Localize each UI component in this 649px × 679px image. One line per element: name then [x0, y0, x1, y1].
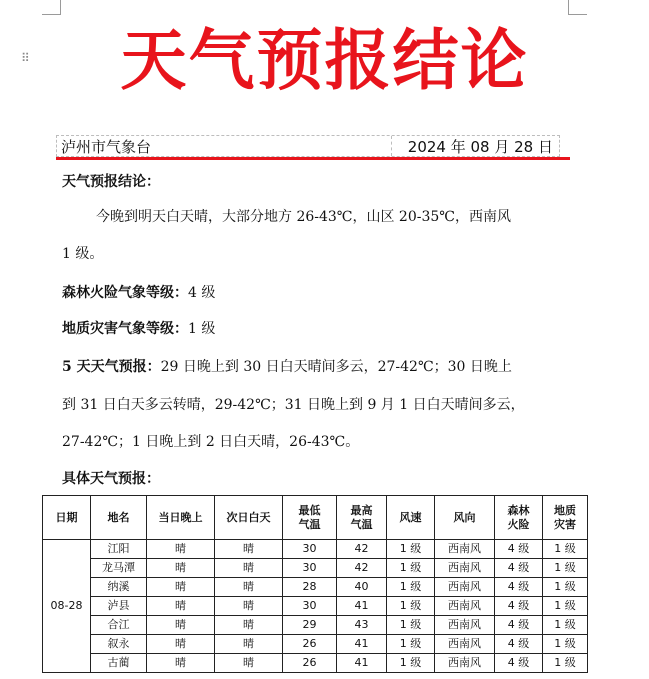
cell-wind-dir: 西南风 — [435, 616, 495, 635]
header-wind-speed: 风速 — [387, 496, 435, 540]
cell-place: 泸县 — [91, 597, 147, 616]
cell-place: 合江 — [91, 616, 147, 635]
cell-tomorrow: 晴 — [215, 635, 283, 654]
five-day-line-2: 到 31 日白天多云转晴，29-42℃；31 日晚上到 9 月 1 日白天晴间多云， — [62, 397, 525, 413]
cell-wind-dir: 西南风 — [435, 559, 495, 578]
geo-hazard-value: 1 级 — [188, 321, 216, 337]
cell-geo-hazard: 1 级 — [543, 597, 588, 616]
cell-min-temp: 30 — [283, 597, 337, 616]
cell-place: 古蔺 — [91, 654, 147, 673]
cell-geo-hazard: 1 级 — [543, 635, 588, 654]
cell-max-temp: 43 — [337, 616, 387, 635]
table-row — [43, 597, 588, 616]
red-rule — [56, 157, 570, 160]
cell-min-temp: 29 — [283, 616, 337, 635]
cell-tonight: 晴 — [147, 597, 215, 616]
cell-max-temp: 41 — [337, 597, 387, 616]
cell-place: 叙永 — [91, 635, 147, 654]
cell-wind-dir: 西南风 — [435, 597, 495, 616]
cell-forest-fire: 4 级 — [495, 616, 543, 635]
geo-hazard-label: 地质灾害气象等级： — [62, 321, 188, 337]
cell-tonight: 晴 — [147, 635, 215, 654]
cell-min-temp: 28 — [283, 578, 337, 597]
cell-tomorrow: 晴 — [215, 559, 283, 578]
table-row — [43, 578, 588, 597]
station-name: 泸州市气象台 — [61, 138, 152, 156]
header-forest-fire: 森林 火险 — [495, 496, 543, 540]
cell-geo-hazard: 1 级 — [543, 559, 588, 578]
cell-forest-fire: 4 级 — [495, 578, 543, 597]
drag-handle-icon[interactable]: ⠿ — [21, 51, 29, 65]
cell-tonight: 晴 — [147, 578, 215, 597]
table-row — [43, 654, 588, 673]
cell-max-temp: 41 — [337, 654, 387, 673]
table-row — [43, 559, 588, 578]
header-wind-dir: 风向 — [435, 496, 495, 540]
cell-geo-hazard: 1 级 — [543, 540, 588, 559]
page-corner-mark-left — [42, 0, 61, 15]
cell-wind-speed: 1 级 — [387, 578, 435, 597]
conclusion-heading: 天气预报结论： — [62, 174, 160, 190]
header-date: 日期 — [43, 496, 91, 540]
cell-wind-dir: 西南风 — [435, 635, 495, 654]
cell-geo-hazard: 1 级 — [543, 654, 588, 673]
issue-date: 2024 年 08 月 28 日 — [407, 138, 553, 156]
cell-place: 江阳 — [91, 540, 147, 559]
cell-tonight: 晴 — [147, 540, 215, 559]
header-tonight: 当日晚上 — [147, 496, 215, 540]
cell-min-temp: 30 — [283, 540, 337, 559]
header-tomorrow: 次日白天 — [215, 496, 283, 540]
geo-hazard-line — [62, 320, 215, 338]
detail-heading: 具体天气预报： — [62, 471, 160, 487]
header-max-temp: 最高 气温 — [337, 496, 387, 540]
five-day-label: 5 天天气预报： — [62, 359, 161, 375]
cell-forest-fire: 4 级 — [495, 597, 543, 616]
forecast-table — [42, 495, 588, 673]
document-title: 天气预报结论 — [120, 22, 529, 99]
page-corner-mark-right — [568, 0, 587, 15]
cell-tomorrow: 晴 — [215, 540, 283, 559]
cell-forest-fire: 4 级 — [495, 654, 543, 673]
conclusion-line-2: 1 级。 — [62, 246, 104, 262]
cell-wind-speed: 1 级 — [387, 616, 435, 635]
header-min-temp: 最低 气温 — [283, 496, 337, 540]
cell-wind-dir: 西南风 — [435, 654, 495, 673]
cell-tomorrow: 晴 — [215, 616, 283, 635]
cell-tonight: 晴 — [147, 654, 215, 673]
cell-forest-fire: 4 级 — [495, 540, 543, 559]
cell-date: 08-28 — [43, 540, 91, 673]
five-day-line-1 — [62, 358, 512, 376]
cell-tomorrow: 晴 — [215, 578, 283, 597]
cell-max-temp: 42 — [337, 559, 387, 578]
forest-fire-value: 4 级 — [188, 285, 216, 301]
cell-max-temp: 41 — [337, 635, 387, 654]
cell-wind-dir: 西南风 — [435, 578, 495, 597]
cell-wind-speed: 1 级 — [387, 540, 435, 559]
header-table — [56, 135, 560, 157]
cell-tomorrow: 晴 — [215, 654, 283, 673]
forecast-table-body — [43, 540, 588, 673]
cell-max-temp: 42 — [337, 540, 387, 559]
five-day-line-3: 27-42℃；1 日晚上到 2 日白天晴，26-43℃。 — [62, 434, 360, 450]
cell-wind-dir: 西南风 — [435, 540, 495, 559]
five-day-text-1: 29 日晚上到 30 日白天晴间多云，27-42℃；30 日晚上 — [160, 359, 512, 375]
cell-geo-hazard: 1 级 — [543, 578, 588, 597]
cell-tonight: 晴 — [147, 616, 215, 635]
cell-max-temp: 40 — [337, 578, 387, 597]
forest-fire-line — [62, 284, 215, 302]
table-row — [43, 616, 588, 635]
forest-fire-label: 森林火险气象等级： — [62, 285, 188, 301]
cell-min-temp: 26 — [283, 635, 337, 654]
cell-min-temp: 26 — [283, 654, 337, 673]
cell-tomorrow: 晴 — [215, 597, 283, 616]
header-place: 地名 — [91, 496, 147, 540]
header-geo-hazard: 地质 灾害 — [543, 496, 588, 540]
cell-place: 龙马潭 — [91, 559, 147, 578]
header-divider — [391, 136, 392, 156]
cell-forest-fire: 4 级 — [495, 559, 543, 578]
cell-tonight: 晴 — [147, 559, 215, 578]
cell-wind-speed: 1 级 — [387, 654, 435, 673]
table-row — [43, 635, 588, 654]
cell-wind-speed: 1 级 — [387, 635, 435, 654]
table-row — [43, 540, 588, 559]
conclusion-line-1: 今晚到明天白天晴，大部分地方 26-43℃，山区 20-35℃，西南风 — [96, 209, 511, 225]
cell-geo-hazard: 1 级 — [543, 616, 588, 635]
cell-wind-speed: 1 级 — [387, 597, 435, 616]
cell-min-temp: 30 — [283, 559, 337, 578]
cell-wind-speed: 1 级 — [387, 559, 435, 578]
table-header-row — [43, 496, 588, 540]
cell-place: 纳溪 — [91, 578, 147, 597]
cell-forest-fire: 4 级 — [495, 635, 543, 654]
